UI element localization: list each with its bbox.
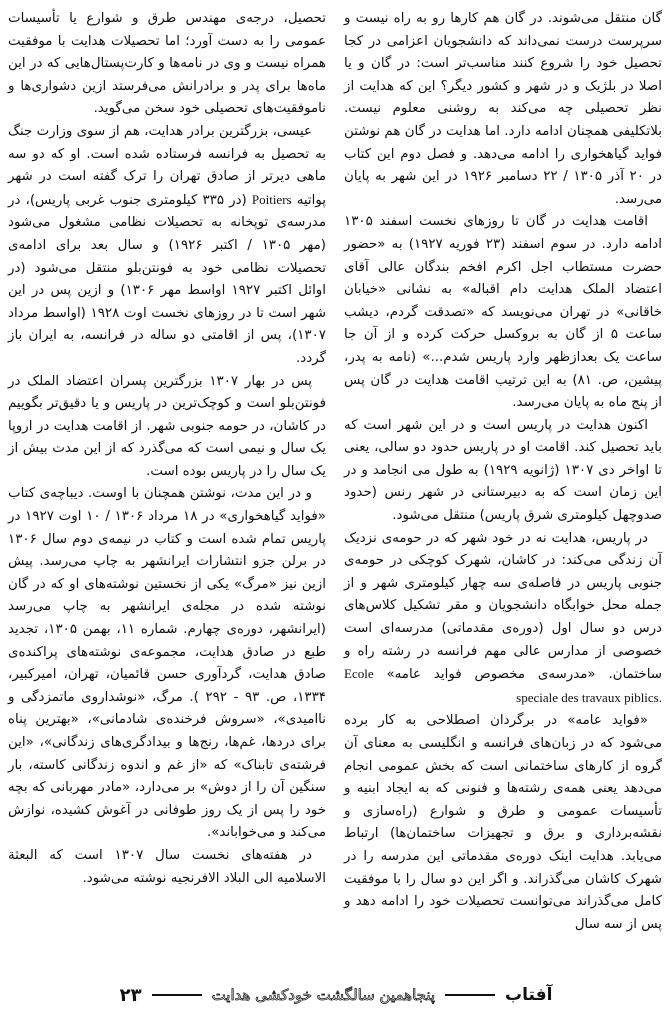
page-number: ۲۳ (119, 984, 142, 1006)
paragraph-text: در پاریس، هدایت نه در خود شهر که در حومه‌ی نزدیک آن زندگی می‌کند: در کاشان، شهرک کوچکی در حومه‌ی جنوبی پاریس در فاصله‌ی سه چهار کیلومتری شهر و از جمله محل خوابگاه دانشجویان و مقر تشکیل کلاس‌های درس دو سال اول (دوره‌ی مقدماتی) مدرسه‌ای است خصوصی از مدارس عالی مهم فرانسه در رشته راه و ساختمان. «مدرسه‌ی مخصوص فواید عامه» (344, 530, 662, 683)
paragraph: تحصیل، درجه‌ی مهندس طرق و شوارع یا تأسیسات عمومی را به دست آورد؛ اما تحصیلات هدایت با موفقیت همراه نیست و وی در نامه‌ها و کارت‌پستال‌هایی که در این ماه‌ها برای پدر و برادرانش می‌فرستد ازین دشواری‌ها و ناموفقیت‌های تحصیلی خود سخن می‌گوید. (8, 11, 326, 117)
page-footer (0, 980, 672, 1010)
paragraph: گان منتقل می‌شوند. در گان هم کارها رو به راه نیست و سرپرست درست نمی‌داند که دانشجویان اعزامی در کجا تحصیل خود را شروع کنند مناسب‌تر است: در گان و یا اصلا در بلژیک و در شهر و کشور دیگر؟ این که هدایت از نظر تحصیلی چه می‌کند به روشنی معلوم نیست. بلاتکلیفی همچنان ادامه دارد. اما هدایت در گان هم نوشتن فواید گیاهخواری را ادامه می‌دهد. و فصل دوم این کتاب در ۲۰ آذر ۱۳۰۵ / ۲۲ دسامبر ۱۹۲۶ در این شهر به پایان می‌رسد. (344, 11, 662, 207)
paragraph-text: (در ۳۳۵ کیلومتری جنوب غربی پاریس)، در مدرسه‌ی توپخانه به تحصیلات نظامی مشغول می‌شود (مهر ۱۳۰۵ / اکتبر ۱۹۲۶) و سال بعد برای ادامه‌ی تحصیلات نظامی خود به فونتن‌بلو منتقل می‌شود (در اوائل اکتبر ۱۹۲۷ اواسط مهر ۱۳۰۶) و ازین پس در این شهر است تا در روزهای نخست اوت ۱۹۲۸ (اواسط مرداد ۱۳۰۷)، پس از اقامتی دو ساله در فرانسه، به ایران باز گردد. (8, 192, 326, 366)
paragraph: پس در بهار ۱۳۰۷ بزرگترین پسران اعتضاد الملک در فونتن‌بلو است و کوچک‌ترین در پاریس و یا دقیق‌تر بگوییم در کاشان، در حومه جنوبی شهر. از اقامت هدایت در اروپا یک سال و نیمی است که می‌گذرد که از این مدت بیش از یک سال را در پاریس بوده است. (8, 373, 326, 479)
left-column (8, 8, 326, 890)
right-column (344, 8, 662, 936)
paragraph: اکنون هدایت در پاریس است و در این شهر است که باید تحصیل کند. اقامت او در پاریس حدود دو سالی، یعنی تا اواخر دی ۱۳۰۷ (ژانویه ۱۹۲۹) به طول می انجامد و در این زمان است که به دبیرستانی در شهر رنس (حدود صدوچهل کیلومتری شرق پاریس) منتقل می‌شود. (344, 417, 662, 524)
footer-rule (152, 994, 202, 996)
latin-term: Ecole speciale des travaux piblics. (344, 666, 662, 705)
footer-rule (445, 994, 495, 996)
paragraph: اقامت هدایت در گان تا روزهای نخست اسفند ۱۳۰۵ ادامه دارد. در سوم اسفند (۲۳ فوریه ۱۹۲۷) به «حضور حضرت مستطاب اجل اکرم افخم بندگان عالی آقای اعتضاد الملک هدایت دام اقباله» به نشانی «خیابان خاقانی» در تهران می‌نویسد که «تصدقت گردم، دیشب ساعت ۵ از گان به بروکسل حرکت کرده و از آن جا ساعت یک بعدازظهر وارد پاریس شدم...» (نامه به پدر، پیشین، ص. ۸۱) به این ترتیب اقامت هدایت در گان پس از پنج ماه به پایان می‌رسد. (344, 214, 662, 411)
latin-term: Poitiers (251, 191, 292, 207)
issue-subtitle: پنجاهمین سالگشت خودکشی هدایت (211, 986, 436, 1004)
paragraph: در هفته‌های نخست سال ۱۳۰۷ است که البعثة الاسلامیه الی البلاد الافرنجیه نوشته می‌شود. (8, 847, 326, 886)
magazine-brand: آفتاب (505, 985, 553, 1005)
paragraph: و در این مدت، نوشتن همچنان با اوست. دیباچه‌ی کتاب «فواید گیاهخواری» در ۱۸ مرداد ۱۳۰۶ / ۱۰ اوت ۱۹۲۷ در پاریس تمام شده است و کتاب در نیمه‌ی دوم سال ۱۳۰۶ در برلن جزو انتشارات ایرانشهر به چاپ می‌رسد. پیش ازین نیز «مرگ» یکی از نخستین نوشته‌های او که در گان نوشته شده در مجله‌ی ایرانشهر به چاپ می‌رسد (ایرانشهر، دوره‌ی چهارم. شماره ۱۱، بهمن ۱۳۰۵، تجدید طبع در صادق هدایت، مجموعه‌ی نوشته‌های پراکنده‌ی صادق هدایت، گردآوری حسن قائمیان، تهران، امیرکبیر، ۱۳۳۴، ص. ۹۳ - ۲۹۲ ). مرگ، «نوشداروی ماتمزدگی و ناامیدی»، «سروش فرخنده‌ی شادمانی»، «بهترین پناه برای دردها، غم‌ها، رنج‌ها و بیدادگری‌های زندگانی»، «این فرشته‌ی تابناک» که «از غم و اندوه زندگانی کاسته، بار سنگین آن را از دوش» بر می‌دارد، «مادر مهربانی که بچه خود را پس از یک روز طوفانی در آغوش کشیده، نوازش می‌کند و می‌خواباند». (8, 486, 326, 841)
paragraph-text: عیسی، بزرگترین برادر هدایت، هم از سوی وزارت جنگ به تحصیل به فرانسه فرستاده شده است. او که دو سه ماهی دیرتر از صادق تهران را ترک گفته است در شهر پواتیه (8, 123, 326, 208)
paragraph: «فواید عامه» در برگردان اصطلاحی به کار برده می‌شود که در زبان‌های فرانسه و انگلیسی به معنای آن گروه از کارهای ساختمانی است که بخش عمومی انجام می‌دهد یعنی همه‌ی رشته‌ها و فنونی که به ایجاد ابنیه و تأسیسات عمومی و طرق و شوارع (راه‌سازی و نقشه‌برداری و برق و تجهیزات ساختمان‌ها) ارتباط می‌یابد. هدایت اینک دوره‌ی مقدماتی این مدرسه را در شهرک کاشان می‌گذراند. و اگر این دو سال را با موفقیت کامل می‌گذراند می‌توانست تحصیلات خود را ادامه دهد و پس از سه سال (344, 713, 662, 932)
paragraph (344, 528, 662, 711)
paragraph (8, 121, 326, 371)
